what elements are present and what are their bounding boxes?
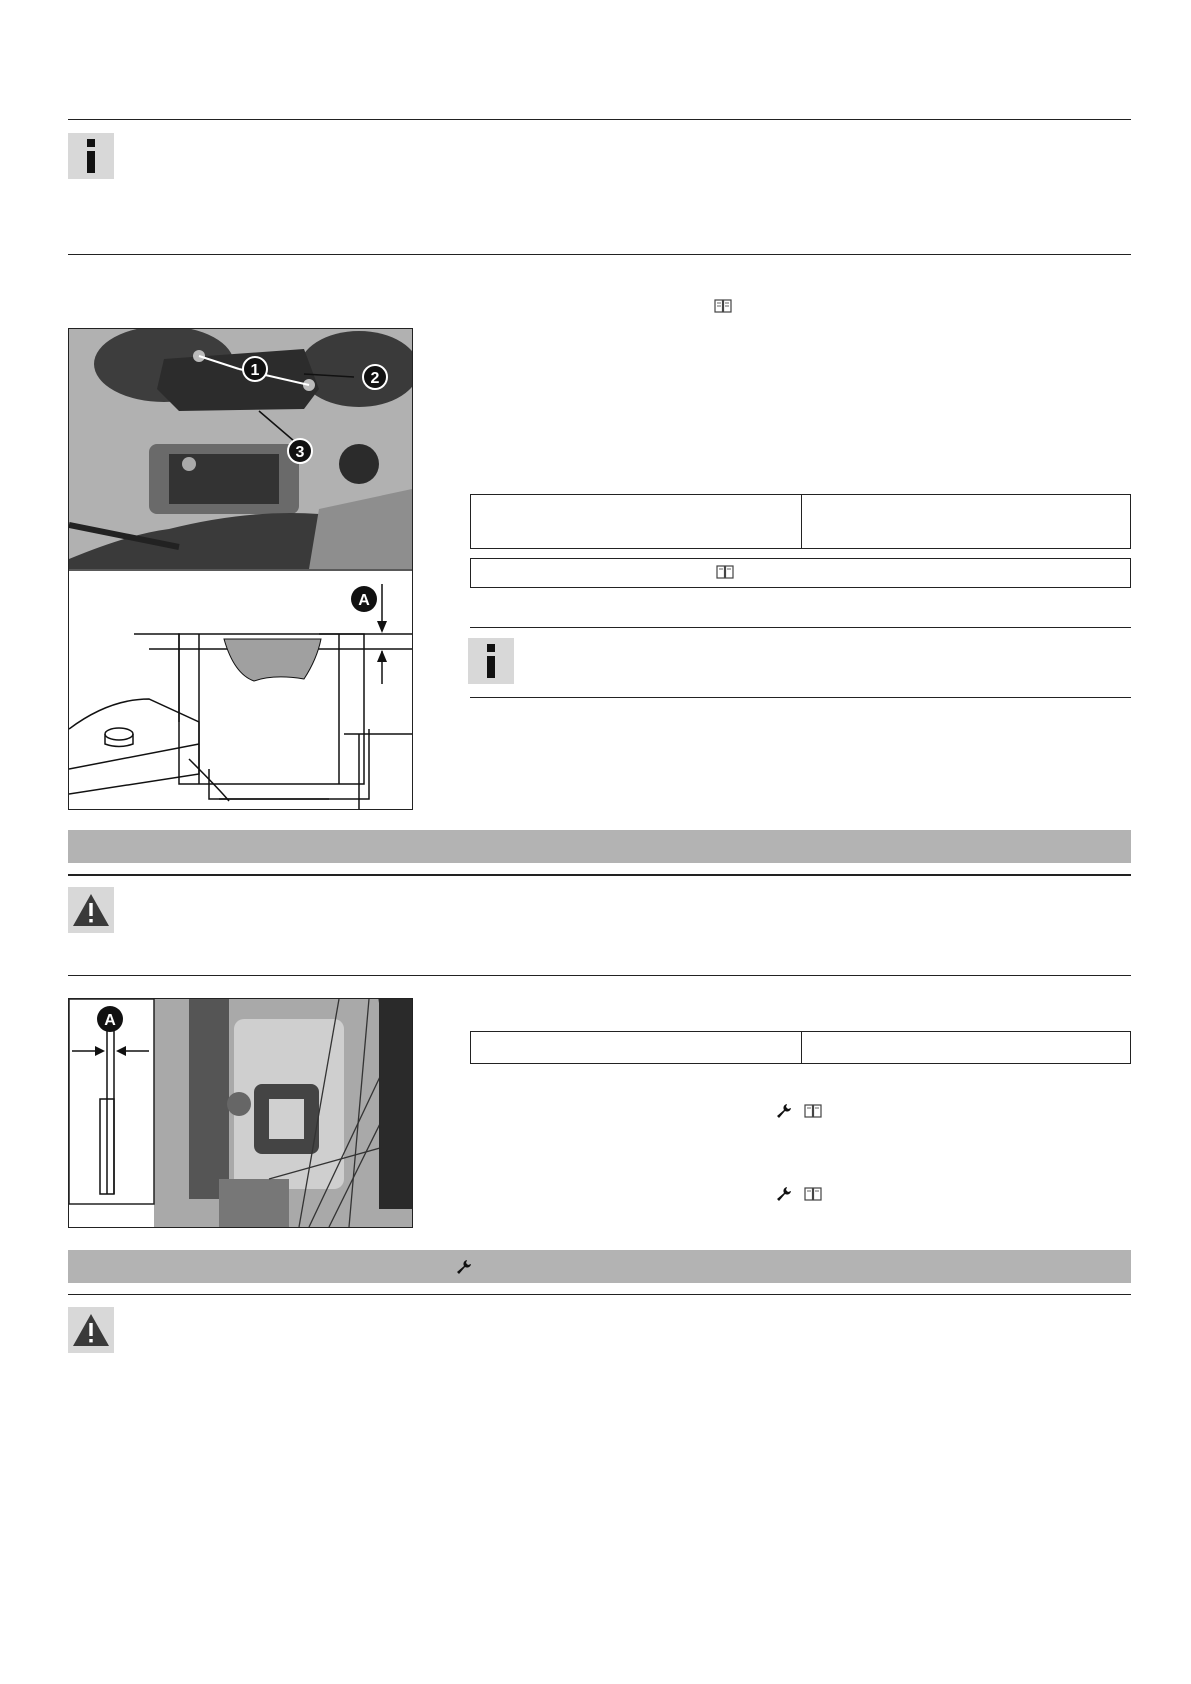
- callout-1: 1: [250, 362, 260, 379]
- spec-table: [470, 494, 1131, 549]
- note-bottom-rule: [470, 697, 1131, 698]
- top-rule: [68, 119, 1131, 120]
- warning-triangle-icon: [68, 887, 114, 933]
- info-note-bottom-rule: [68, 254, 1131, 255]
- book-reference-icon[interactable]: [804, 1187, 822, 1206]
- callout-3: 3: [295, 444, 305, 461]
- info-icon: [68, 133, 114, 179]
- book-reference-icon[interactable]: [714, 299, 732, 318]
- wrench-icon: [456, 1259, 472, 1280]
- brake-pad-figure: [68, 998, 413, 1228]
- spec-table-cell: [801, 1032, 1132, 1063]
- brake-reservoir-figure: [68, 328, 413, 810]
- warning-triangle-icon: [68, 1307, 114, 1353]
- dimension-label-a: A: [104, 1012, 116, 1029]
- wrench-icon: [776, 1103, 792, 1124]
- book-reference-icon[interactable]: [716, 565, 734, 584]
- spec-table: [470, 1031, 1131, 1064]
- note-top-rule: [470, 627, 1131, 628]
- book-reference-icon[interactable]: [804, 1104, 822, 1123]
- callout-2: 2: [370, 370, 380, 387]
- info-icon: [468, 638, 514, 684]
- spec-table-cell: [471, 1032, 801, 1063]
- wrench-icon: [776, 1186, 792, 1207]
- warning-bottom-rule: [68, 975, 1131, 976]
- section-heading-bar: [68, 830, 1131, 863]
- warning-top-rule: [68, 874, 1131, 876]
- section-heading-bar: [68, 1250, 1131, 1283]
- warning-top-rule: [68, 1294, 1131, 1295]
- dimension-label-a: A: [358, 592, 370, 609]
- spec-table-cell: [471, 495, 801, 548]
- reference-row: [470, 558, 1131, 588]
- spec-table-cell: [801, 495, 1132, 548]
